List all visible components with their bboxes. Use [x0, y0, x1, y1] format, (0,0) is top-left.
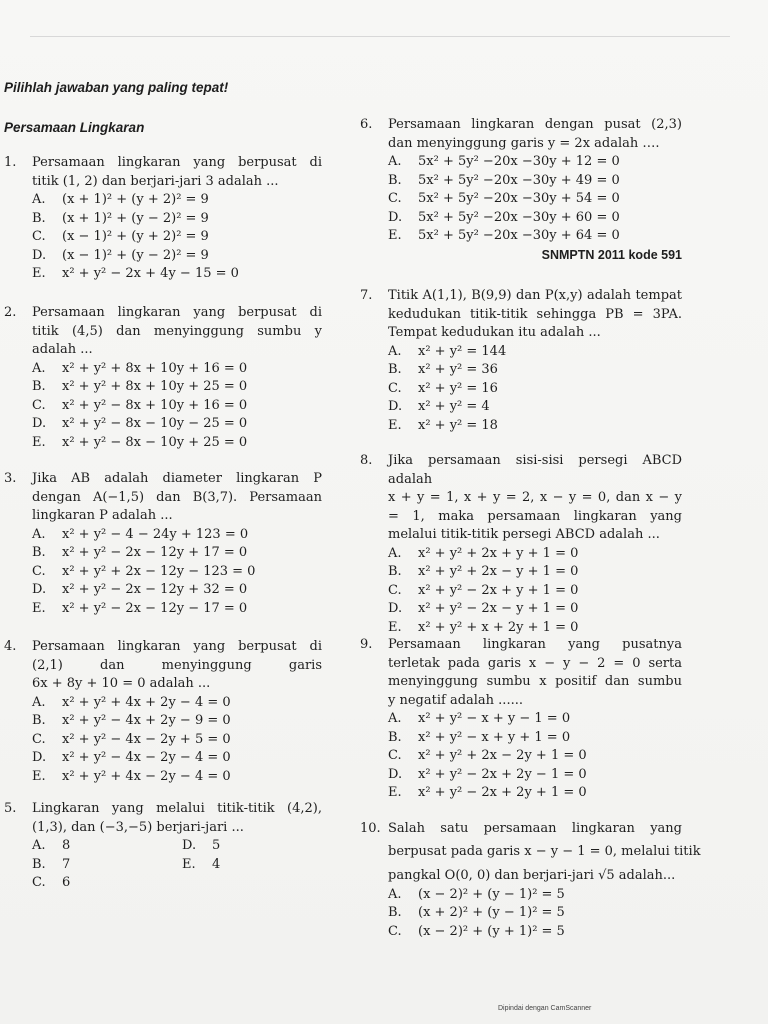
option-letter: B. [32, 545, 46, 560]
option-text: 6 [62, 875, 71, 890]
option-letter: A. [388, 343, 402, 359]
question-9 [360, 636, 682, 803]
option-text: (x − 1)² + (y − 2)² = 9 [62, 247, 209, 263]
stem-line: = 1, maka persamaan lingkaran yang [388, 508, 682, 524]
option-e[interactable] [388, 784, 682, 803]
option-e[interactable] [182, 856, 332, 875]
stem-line: titik (1, 2) dan berjari-jari 3 adalah ... [32, 173, 279, 189]
stem-line: Tempat kedudukan itu adalah ... [388, 325, 601, 340]
option-text: (x + 1)² + (y − 2)² = 9 [62, 210, 209, 226]
option-letter: D. [182, 838, 197, 853]
option-c[interactable] [388, 923, 682, 942]
stem-line: Persamaan lingkaran yang berpusat di [32, 155, 322, 170]
option-b[interactable] [32, 544, 322, 563]
question-number: 8. [360, 453, 373, 468]
stem-line: y negatif adalah ...... [388, 692, 523, 708]
option-letter: B. [388, 172, 402, 188]
option-e[interactable] [388, 619, 682, 638]
option-e[interactable] [32, 434, 322, 453]
option-letter: A. [32, 526, 46, 542]
question-stem [32, 470, 322, 526]
option-d[interactable] [32, 749, 322, 768]
section-title: Persamaan Lingkaran [4, 120, 145, 135]
option-letter: A. [32, 838, 46, 853]
option-c[interactable] [388, 190, 682, 209]
question-number: 1. [4, 155, 17, 170]
question-6 [360, 116, 682, 264]
option-b[interactable] [32, 856, 182, 875]
option-text: x² + y² − 8x − 10y + 25 = 0 [62, 434, 248, 450]
option-a[interactable] [32, 526, 322, 545]
option-letter: A. [388, 154, 402, 169]
option-letter: B. [32, 856, 46, 872]
option-list [32, 694, 322, 787]
option-text: x² + y² = 36 [418, 362, 498, 377]
option-text: x² + y² − 2x − y + 1 = 0 [418, 601, 579, 616]
option-letter: C. [32, 563, 46, 579]
option-text: x² + y² + x + 2y + 1 = 0 [418, 619, 579, 635]
question-2 [4, 304, 322, 452]
option-text: x² + y² − 4 − 24y + 123 = 0 [62, 526, 249, 542]
stem-line: 6x + 8y + 10 = 0 adalah ... [32, 676, 211, 691]
option-list [32, 837, 322, 893]
option-letter: D. [32, 416, 47, 431]
option-text: x² + y² = 16 [418, 380, 498, 396]
option-b[interactable] [388, 361, 682, 380]
option-text: x² + y² − 4x − 2y − 4 = 0 [62, 750, 231, 765]
question-8 [360, 452, 682, 637]
question-7 [360, 287, 682, 435]
option-letter: A. [32, 192, 46, 207]
option-text: x² + y² + 2x − y + 1 = 0 [418, 564, 579, 579]
option-b[interactable] [32, 712, 322, 731]
option-letter: B. [32, 210, 46, 226]
option-letter: E. [32, 768, 46, 784]
option-text: x² + y² + 2x − 2y + 1 = 0 [418, 748, 587, 763]
option-text: 5x² + 5y² −20x −30y + 60 = 0 [418, 209, 620, 225]
instruction-text: Pilihlah jawaban yang paling tepat! [4, 80, 229, 95]
option-text: x² + y² + 2x + y + 1 = 0 [418, 545, 579, 561]
stem-line: kedudukan titik-titik sehingga PB = 3PA. [388, 306, 682, 322]
option-c[interactable] [388, 582, 682, 601]
option-text: x² + y² + 8x + 10y + 25 = 0 [62, 379, 248, 394]
question-number: 6. [360, 117, 373, 132]
question-stem [388, 116, 682, 153]
option-e[interactable] [32, 265, 322, 284]
option-text: 7 [62, 856, 71, 872]
option-a[interactable] [388, 153, 682, 172]
option-letter: E. [32, 434, 46, 450]
option-letter: D. [388, 209, 403, 225]
option-text: x² + y² + 8x + 10y + 16 = 0 [62, 360, 248, 376]
option-e[interactable] [388, 417, 682, 436]
option-list [32, 191, 322, 284]
option-text: 5x² + 5y² −20x −30y + 12 = 0 [418, 154, 620, 169]
stem-line: Lingkaran yang melalui titik-titik (4,2), [32, 801, 322, 816]
option-a[interactable] [32, 837, 182, 856]
option-text: (x + 2)² + (y − 1)² = 5 [418, 905, 565, 920]
option-letter: D. [388, 399, 403, 414]
option-letter: C. [32, 229, 46, 244]
option-letter: C. [388, 380, 402, 396]
stem-line: pangkal O(0, 0) dan berjari-jari √5 adalah... [388, 868, 676, 883]
option-letter: A. [32, 360, 46, 376]
option-a[interactable] [388, 545, 682, 564]
option-text: x² + y² + 2x − 12y − 123 = 0 [62, 563, 256, 579]
question-number: 4. [4, 639, 17, 654]
option-text: x² + y² − 2x + 2y − 1 = 0 [418, 766, 587, 782]
option-c[interactable] [388, 747, 682, 766]
option-text: x² + y² = 18 [418, 417, 498, 433]
option-letter: D. [32, 247, 47, 263]
option-letter: E. [182, 856, 196, 872]
stem-line: Persamaan lingkaran dengan pusat (2,3) [388, 117, 682, 132]
option-d[interactable] [32, 415, 322, 434]
option-c[interactable] [32, 731, 322, 750]
option-text: x² + y² − 2x + 4y − 15 = 0 [62, 266, 239, 281]
option-text: x² + y² − 2x + y + 1 = 0 [418, 582, 579, 598]
option-list [388, 153, 682, 264]
stem-line: Persamaan lingkaran yang berpusat di [32, 639, 322, 654]
stem-line: melalui titik-titik persegi ABCD adalah ... [388, 527, 660, 542]
question-number: 5. [4, 801, 17, 816]
option-letter: E. [388, 417, 402, 433]
question-stem [388, 820, 701, 886]
option-d[interactable] [32, 247, 322, 266]
stem-line: x + y = 1, x + y = 2, x − y = 0, dan x − y [388, 490, 682, 505]
option-letter: D. [388, 601, 403, 616]
option-letter: E. [388, 785, 402, 800]
option-letter: D. [32, 582, 47, 597]
option-b[interactable] [388, 172, 682, 191]
option-letter: E. [32, 600, 46, 616]
option-letter: E. [388, 619, 402, 635]
option-d[interactable] [32, 581, 322, 600]
question-stem [388, 636, 682, 710]
option-b[interactable] [32, 378, 322, 397]
option-letter: D. [388, 766, 403, 782]
option-letter: C. [388, 191, 402, 206]
option-letter: A. [388, 886, 402, 902]
stem-line: menyinggung sumbu x positif dan sumbu [388, 674, 682, 689]
option-b[interactable] [388, 563, 682, 582]
option-letter: C. [32, 731, 46, 747]
question-5 [4, 800, 322, 893]
scanner-watermark: Dipindai dengan CamScanner [498, 1005, 592, 1012]
option-text: (x − 2)² + (y − 1)² = 5 [418, 886, 565, 902]
stem-line: Jika persamaan sisi-sisi persegi ABCD adalah [388, 453, 682, 487]
option-letter: B. [32, 713, 46, 728]
option-text: x² + y² − x + y + 1 = 0 [418, 729, 571, 745]
option-text: x² + y² − 2x − 12y + 32 = 0 [62, 582, 248, 597]
option-b[interactable] [32, 210, 322, 229]
question-stem [32, 154, 322, 191]
option-text: (x − 2)² + (y + 1)² = 5 [418, 923, 565, 939]
option-letter: A. [388, 711, 402, 726]
option-a[interactable] [388, 343, 682, 362]
option-text: (x + 1)² + (y + 2)² = 9 [62, 192, 209, 207]
stem-line: Persamaan lingkaran yang pusatnya [388, 637, 682, 652]
question-number: 3. [4, 471, 17, 486]
option-letter: A. [388, 545, 402, 561]
option-a[interactable] [32, 360, 322, 379]
option-b[interactable] [388, 729, 682, 748]
option-text: x² + y² − 4x + 2y − 9 = 0 [62, 713, 231, 728]
option-text: x² + y² − 4x − 2y + 5 = 0 [62, 731, 231, 747]
option-e[interactable] [32, 768, 322, 787]
option-letter: B. [388, 564, 402, 579]
option-list [32, 526, 322, 619]
option-d[interactable] [388, 398, 682, 417]
option-letter: C. [32, 397, 46, 413]
option-text: x² + y² = 144 [418, 343, 507, 359]
option-text: x² + y² − 2x + 2y + 1 = 0 [418, 785, 587, 800]
source-citation: SNMPTN 2011 kode 591 [541, 247, 682, 262]
stem-line: dan menyinggung garis y = 2x adalah …. [388, 135, 660, 151]
option-list [388, 886, 682, 942]
option-letter: B. [32, 379, 46, 394]
option-letter: C. [388, 582, 402, 598]
option-c[interactable] [32, 397, 322, 416]
option-text: x² + y² − 8x + 10y + 16 = 0 [62, 397, 248, 413]
stem-line: dengan A(−1,5) dan B(3,7). Persamaan [32, 489, 322, 505]
question-stem [388, 452, 682, 545]
option-text: x² + y² − 2x − 12y + 17 = 0 [62, 545, 248, 560]
option-d[interactable] [388, 600, 682, 619]
option-a[interactable] [388, 710, 682, 729]
option-c[interactable] [32, 874, 182, 893]
question-number: 10. [360, 821, 381, 836]
option-letter: B. [388, 729, 402, 745]
question-stem [388, 287, 682, 343]
option-letter: D. [32, 750, 47, 765]
option-letter: B. [388, 905, 402, 920]
option-list [32, 360, 322, 453]
option-letter: C. [32, 875, 46, 890]
option-a[interactable] [388, 886, 682, 905]
top-divider [30, 36, 730, 37]
option-c[interactable] [32, 563, 322, 582]
question-1 [4, 154, 322, 284]
stem-line: Titik A(1,1), B(9,9) dan P(x,y) adalah tempat [388, 288, 682, 303]
option-letter: C. [388, 748, 402, 763]
question-number: 7. [360, 288, 373, 303]
question-stem [32, 304, 322, 360]
stem-line: terletak pada garis x − y − 2 = 0 serta [388, 655, 682, 671]
option-letter: C. [388, 923, 402, 939]
option-list [388, 710, 682, 803]
option-text: 5 [212, 838, 221, 853]
option-text: x² + y² = 4 [418, 399, 490, 414]
option-c[interactable] [388, 380, 682, 399]
question-3 [4, 470, 322, 618]
option-d[interactable] [388, 766, 682, 785]
option-e[interactable] [388, 227, 682, 246]
question-4 [4, 638, 322, 786]
option-text: 5x² + 5y² −20x −30y + 64 = 0 [418, 228, 620, 243]
stem-line: (1,3), dan (−3,−5) berjari-jari ... [32, 819, 244, 835]
option-text: 5x² + 5y² −20x −30y + 49 = 0 [418, 172, 620, 188]
stem-line: adalah ... [32, 342, 93, 357]
stem-line: (2,1) dan menyinggung garis [32, 657, 322, 673]
stem-line: lingkaran P adalah ... [32, 508, 173, 523]
option-text: 5x² + 5y² −20x −30y + 54 = 0 [418, 191, 620, 206]
option-letter: E. [388, 228, 402, 243]
option-letter: B. [388, 362, 402, 377]
option-a[interactable] [32, 694, 322, 713]
option-a[interactable] [32, 191, 322, 210]
question-10 [360, 820, 701, 941]
option-text: x² + y² − x + y − 1 = 0 [418, 711, 571, 726]
question-stem [32, 800, 322, 837]
question-number: 2. [4, 305, 17, 320]
option-text: x² + y² − 8x − 10y − 25 = 0 [62, 416, 248, 431]
option-d[interactable] [388, 209, 682, 228]
option-letter: A. [32, 694, 46, 710]
stem-line: Persamaan lingkaran yang berpusat di [32, 305, 322, 320]
option-d[interactable] [182, 837, 332, 856]
option-text: 8 [62, 838, 71, 853]
stem-line: Salah satu persamaan lingkaran yang [388, 821, 682, 836]
stem-line: titik (4,5) dan menyinggung sumbu y [32, 323, 322, 339]
option-c[interactable] [32, 228, 322, 247]
stem-line: berpusat pada garis x − y − 1 = 0, melalui titik [388, 843, 701, 859]
option-b[interactable] [388, 904, 682, 923]
stem-line: Jika AB adalah diameter lingkaran P [32, 471, 322, 486]
option-list [388, 545, 682, 638]
question-stem [32, 638, 322, 694]
option-e[interactable] [32, 600, 322, 619]
question-number: 9. [360, 637, 373, 652]
option-text: (x − 1)² + (y + 2)² = 9 [62, 229, 209, 244]
option-text: 4 [212, 856, 221, 872]
option-text: x² + y² + 4x + 2y − 4 = 0 [62, 694, 231, 710]
option-text: x² + y² + 4x − 2y − 4 = 0 [62, 768, 231, 784]
option-letter: E. [32, 266, 46, 281]
option-list [388, 343, 682, 436]
option-text: x² + y² − 2x − 12y − 17 = 0 [62, 600, 248, 616]
